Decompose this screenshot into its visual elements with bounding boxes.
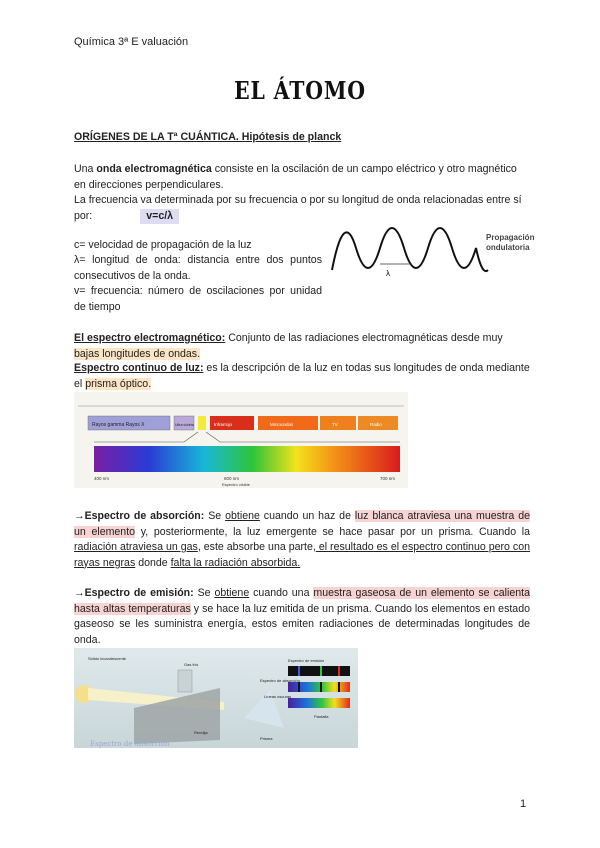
paragraph-em-spectrum: El espectro electromagnético: Conjunto de las radiaciones electromagnéticas desde muy bajas longitudes de ondas. <box>74 332 503 360</box>
absorption-diagram-image <box>74 648 358 748</box>
label-emission: Espectro de emisión <box>288 658 325 663</box>
page-number: 1 <box>520 798 527 810</box>
band-microwave-label: Microondas <box>270 422 294 427</box>
band-tv-label: TV <box>332 422 338 427</box>
gas-cell <box>178 670 192 692</box>
spectrum-caption: Espectro visible <box>222 482 251 487</box>
label-lines: Líneas oscuras <box>264 694 292 699</box>
paragraph-emission: →Espectro de emisión: Se obtiene cuando una muestra gaseosa de un elemento se calienta hasta altas temperaturas y se hace la luz emitida de un prisma. Cuando los elementos en estado gaseoso se les suministra energía, estos emiten radiaciones de determinadas longitudes de onda. <box>74 587 530 646</box>
band-ir-label: Infrarrojo <box>214 422 233 427</box>
band-tv <box>320 416 356 430</box>
label-absorption: Espectro de absorción <box>260 678 300 683</box>
diagram-caption: Espectro de absorción <box>90 740 170 748</box>
label-prism: Prisma <box>260 736 273 741</box>
paragraph-wave: Una onda electromagnética consiste en la oscilación de un campo eléctrico y otro magnético en direcciones perpendiculares. <box>74 163 517 191</box>
definition-lambda: λ= longitud de onda: distancia entre dos puntos consecutivos de la onda. <box>74 254 322 282</box>
band-gamma-x-label: Rayos gamma Rayos X <box>92 422 145 428</box>
label-gas: Gas frío <box>184 662 199 667</box>
scale-right: 700 nm <box>380 476 396 481</box>
em-spectrum-image <box>74 392 408 488</box>
emission-spectrum-strip <box>288 666 350 676</box>
wave-line <box>332 228 488 271</box>
label-light: Sólido incandescente <box>88 656 127 661</box>
scale-left: 400 nm <box>94 476 110 481</box>
wave-lambda-label: λ <box>386 269 390 278</box>
label-screen: Pantalla <box>314 714 329 719</box>
page-title: EL ÁTOMO <box>234 76 366 105</box>
visible-spectrum-bar <box>94 446 400 472</box>
wave-diagram <box>330 218 540 280</box>
wave-label-2: ondulatoria <box>486 243 530 252</box>
band-radio-label: Radio <box>370 422 382 427</box>
document-header: Química 3ª E valuación <box>74 36 189 48</box>
definition-v: v= frecuencia: número de oscilaciones por unidad de tiempo <box>74 285 322 313</box>
label-slit: Rendija <box>194 730 208 735</box>
section-heading: ORÍGENES DE LA Tª CUÁNTICA. Hipótesis de planck <box>74 131 342 143</box>
band-uv-label: Ultra-violeta <box>175 423 194 427</box>
absorption-spectrum-strip <box>288 682 350 692</box>
definition-c: c= velocidad de propagación de la luz <box>74 239 252 251</box>
paragraph-frequency: La frecuencia va determinada por su frecuencia o por su longitud de onda relacionadas entre sí por: v=c/λ <box>74 193 530 224</box>
wave-label-1: Propagación <box>486 233 535 242</box>
paragraph-absorption: →Espectro de absorción: Se obtiene cuando un haz de luz blanca atraviesa una muestra de un elemento y, posteriormente, la luz emergente se hace pasar por un prisma. Cuando la radiación atraviesa un gas, este absorbe una parte, el resultado es el espectro continuo pero con rayas negras donde falta la radiación absorbida. <box>74 510 531 569</box>
continuous-spectrum-strip <box>288 698 350 708</box>
scale-mid: 600 nm <box>224 476 240 481</box>
paragraph-continuous-spectrum: Espectro continuo de luz: es la descripción de la luz en todas sus longitudes de onda mediante el prisma óptico. <box>74 362 530 390</box>
formula: v=c/λ <box>140 209 179 225</box>
